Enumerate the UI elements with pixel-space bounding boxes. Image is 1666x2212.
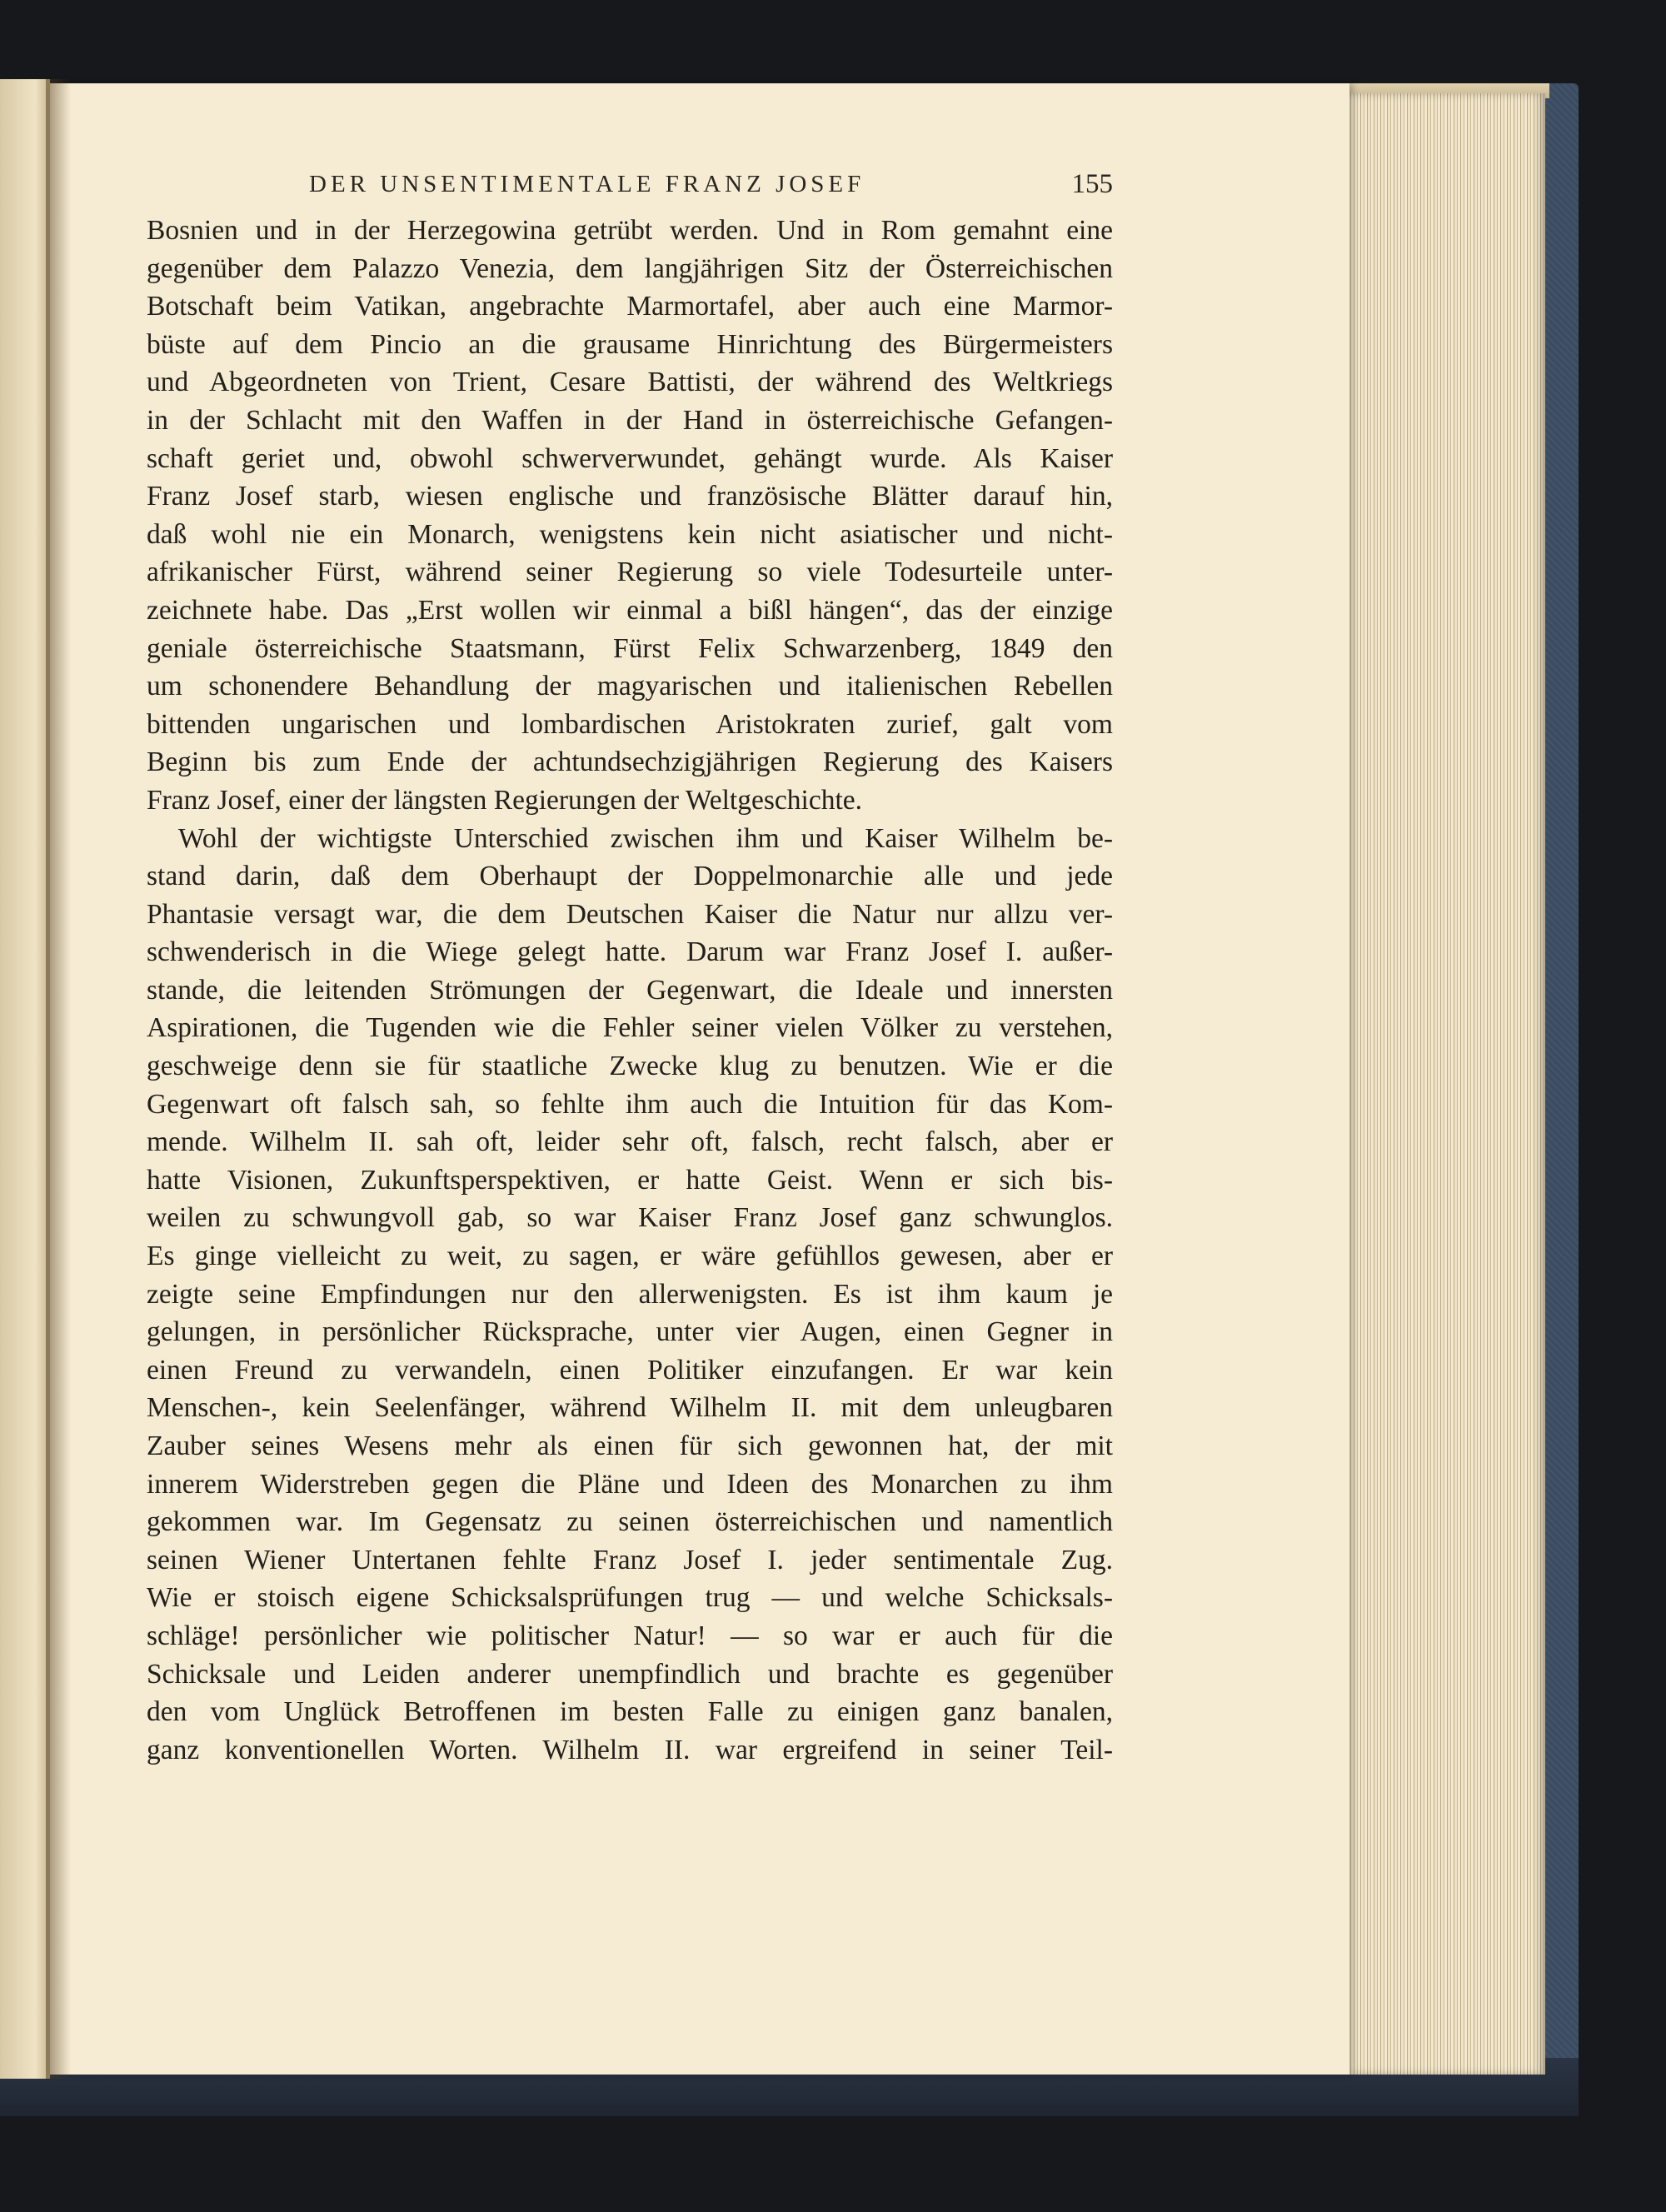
page-gutter-shadow	[46, 79, 71, 2079]
text-line: geniale österreichische Staatsmann, Fürst Felix Schwarzenberg, 1849 den	[147, 632, 1113, 664]
text-line: afrikanischer Fürst, während seiner Regierung so viele Todesurteile unter-	[147, 557, 1113, 588]
text-line: innerem Widerstreben gegen die Pläne und Ideen des Monarchen zu ihm	[147, 1468, 1113, 1500]
text-line: gelungen, in persönlicher Rücksprache, unter vier Augen, einen Gegner in	[147, 1316, 1113, 1348]
page-block-edge	[1341, 93, 1545, 2075]
text-line: Beginn bis zum Ende der achtundsechzigjährigen Regierung des Kaisers	[147, 746, 1113, 778]
text-line: hatte Visionen, Zukunftsperspektiven, er hatte Geist. Wenn er sich bis-	[147, 1164, 1113, 1196]
text-line: gegenüber dem Palazzo Venezia, dem langjährigen Sitz der Österreichischen	[147, 252, 1113, 284]
running-title: DER UNSENTIMENTALE FRANZ JOSEF	[309, 171, 865, 197]
paragraph-start-line: Wohl der wichtigste Unterschied zwischen ihm und Kaiser Wilhelm be-	[178, 822, 1113, 854]
text-line: zeichnete habe. Das „Erst wollen wir einmal a bißl hängen“, das der einzige	[147, 594, 1113, 626]
text-line: und Abgeordneten von Trient, Cesare Battisti, der während des Weltkriegs	[147, 367, 1113, 398]
text-line: schaft geriet und, obwohl schwerverwundet, gehängt wurde. Als Kaiser	[147, 442, 1113, 474]
text-line: in der Schlacht mit den Waffen in der Hand in österreichische Gefangen-	[147, 404, 1113, 436]
text-line: Es ginge vielleicht zu weit, zu sagen, er wäre gefühllos gewesen, aber er	[147, 1241, 1113, 1272]
text-line: Wie er stoisch eigene Schicksalsprüfungen trug — und welche Schicksals-	[147, 1582, 1113, 1614]
facing-page-strip	[0, 79, 50, 2079]
text-line: mende. Wilhelm II. sah oft, leider sehr oft, falsch, recht falsch, aber er	[147, 1126, 1113, 1158]
text-line: seinen Wiener Untertanen fehlte Franz Josef I. jeder sentimentale Zug.	[147, 1544, 1113, 1575]
text-line: daß wohl nie ein Monarch, wenigstens kein nicht asiatischer und nicht-	[147, 518, 1113, 550]
text-line: Franz Josef starb, wiesen englische und französische Blätter darauf hin,	[147, 481, 1113, 512]
text-line: stande, die leitenden Strömungen der Gegenwart, die Ideale und innersten	[147, 974, 1113, 1006]
text-line: Botschaft beim Vatikan, angebrachte Marmortafel, aber auch eine Marmor-	[147, 291, 1113, 322]
paragraph-end-line: Franz Josef, einer der längsten Regierungen der Weltgeschichte.	[147, 784, 862, 816]
text-line: Zauber seines Wesens mehr als einen für sich gewonnen hat, der mit	[147, 1431, 1113, 1461]
running-head	[147, 163, 1113, 205]
text-line: Schicksale und Leiden anderer unempfindlich und brachte es gegenüber	[147, 1658, 1113, 1690]
text-line: bittenden ungarischen und lombardischen Aristokraten zurief, galt vom	[147, 708, 1113, 740]
body-text	[147, 212, 1113, 1769]
text-line: einen Freund zu verwandeln, einen Politiker einzufangen. Er war kein	[147, 1354, 1113, 1386]
text-line: Menschen-, kein Seelenfänger, während Wilhelm II. mit dem unleugbaren	[147, 1392, 1113, 1424]
text-line: ganz konventionellen Worten. Wilhelm II. war ergreifend in seiner Teil-	[147, 1734, 1113, 1765]
text-line: büste auf dem Pincio an die grausame Hinrichtung des Bürgermeisters	[147, 328, 1113, 360]
text-line: stand darin, daß dem Oberhaupt der Doppelmonarchie alle und jede	[147, 861, 1113, 892]
text-line: Phantasie versagt war, die dem Deutschen Kaiser die Natur nur allzu ver-	[147, 898, 1113, 930]
text-line: um schonendere Behandlung der magyarischen und italienischen Rebellen	[147, 671, 1113, 702]
text-line: den vom Unglück Betroffenen im besten Falle zu einigen ganz banalen,	[147, 1696, 1113, 1728]
text-line: Gegenwart oft falsch sah, so fehlte ihm auch die Intuition für das Kom-	[147, 1088, 1113, 1120]
page-number: 155	[1071, 169, 1113, 199]
text-line: geschweige denn sie für staatliche Zwecke klug zu benutzen. Wie er die	[147, 1051, 1113, 1082]
text-line: schwenderisch in die Wiege gelegt hatte. Darum war Franz Josef I. außer-	[147, 936, 1113, 968]
text-line: gekommen war. Im Gegensatz zu seinen österreichischen und namentlich	[147, 1506, 1113, 1538]
text-line: schläge! persönlicher wie politischer Natur! — so war er auch für die	[147, 1620, 1113, 1651]
text-line: Bosnien und in der Herzegowina getrübt werden. Und in Rom gemahnt eine	[147, 215, 1113, 246]
text-line: zeigte seine Empfindungen nur den allerwenigsten. Es ist ihm kaum je	[147, 1278, 1113, 1310]
text-line: weilen zu schwungvoll gab, so war Kaiser Franz Josef ganz schwunglos.	[147, 1202, 1113, 1234]
text-line: Aspirationen, die Tugenden wie die Fehler seiner vielen Völker zu verstehen,	[147, 1012, 1113, 1044]
